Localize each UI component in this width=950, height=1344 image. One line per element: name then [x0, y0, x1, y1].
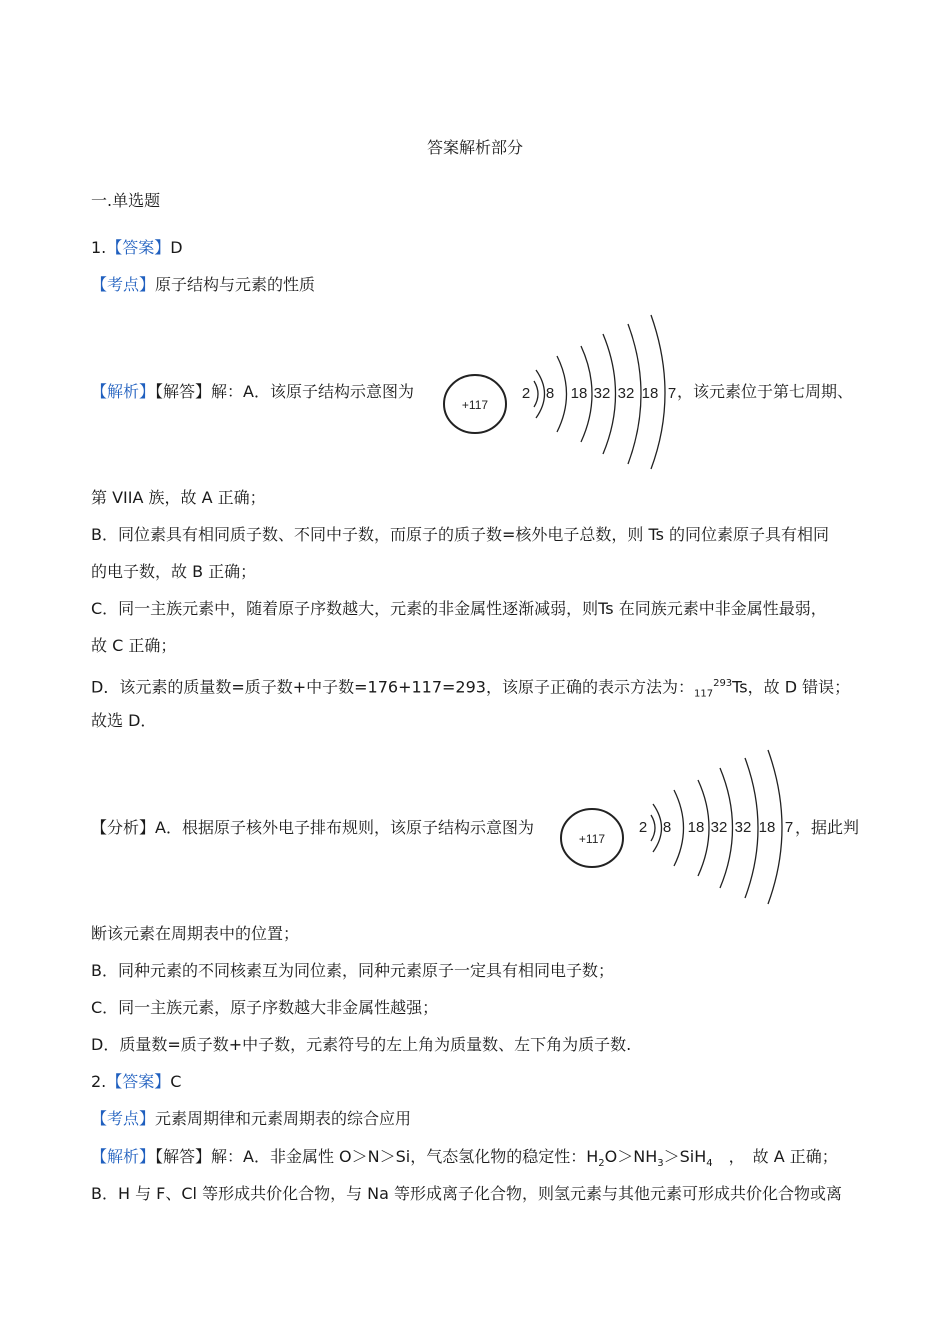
page-title: 答案解析部分 [426, 138, 523, 157]
shell-count-3: 18 [570, 385, 588, 402]
shell-count-7: 7 [784, 819, 794, 836]
shell-arc-2 [653, 804, 662, 852]
q1-jieda-a-post: ，该元素位于第七周期、 [677, 382, 854, 401]
q1-line-d1-post: ，故 D 错误； [747, 677, 851, 697]
q1-fenxi-a-line [91, 817, 534, 839]
q1-answer: D [170, 238, 183, 257]
q1-fenxi-a-pre: A．根据原子核外电子排布规则，该原子结构示意图为 [155, 818, 534, 837]
q2-line-b: B．H 与 F、Cl 等形成共价化合物，与 Na 等形成离子化合物，则氢元素与其他元素可形成共价化合物或离 [91, 1184, 843, 1203]
fenxi-tag: 【分析】 [91, 818, 156, 837]
q1-line-d1-pre: D．该元素的质量数=质子数+中子数=176+117=293，该原子正确的表示方法为： [91, 677, 694, 697]
q1-fenxi-c: C．同一主族元素，原子序数越大非金属性越强； [91, 998, 439, 1017]
q1-line-a2: 第 VIIA 族，故 A 正确； [91, 488, 266, 507]
q1-line-d1 [91, 673, 850, 706]
nuclide-proton-number: 117 [693, 688, 714, 700]
kaodian-tag: 【考点】 [91, 275, 156, 294]
nuclide-mass-number: 293 [713, 678, 733, 689]
q1-line-b1: B．同位素具有相同质子数、不同中子数，而原子的质子数=核外电子总数，则 Ts 的同位素原子具有相同 [91, 525, 830, 544]
q2-answer: C [170, 1072, 182, 1091]
shell-count-4: 32 [593, 385, 611, 402]
answer-tag: 【答案】 [106, 238, 171, 257]
shell-count-4: 32 [710, 819, 728, 836]
section-heading: 一.单选题 [91, 191, 161, 210]
q1-fenxi-a-post: ，据此判 [795, 818, 860, 837]
q2-jieda-a-post: ， 故 A 正确； [712, 1147, 838, 1166]
q1-jiexi-a-line [91, 381, 414, 403]
nucleus-charge: +117 [578, 832, 606, 846]
q2-number: 2. [91, 1072, 107, 1091]
shell-count-6: 18 [641, 385, 659, 402]
shell-count-5: 32 [734, 819, 752, 836]
answer-tag: 【答案】 [106, 1072, 171, 1091]
nuclide-symbol: Ts [732, 677, 748, 697]
shell-count-1: 2 [521, 385, 531, 402]
q1-number: 1. [91, 238, 107, 257]
sih4-subscript: 4 [706, 1158, 713, 1170]
shell-count-7: 7 [667, 385, 677, 402]
q1-fenxi-b: B．同种元素的不同核素互为同位素，同种元素原子一定具有相同电子数； [91, 961, 614, 980]
atom-structure-diagram-1 [440, 312, 680, 476]
q2-answer-line [91, 1071, 181, 1093]
shell-arc-3 [674, 790, 684, 866]
q1-jieda-a-pre: 【解答】解：A．该原子结构示意图为 [155, 382, 414, 401]
shell-arc-3 [557, 356, 567, 432]
shell-count-1: 2 [638, 819, 648, 836]
q2-kaodian-line [91, 1108, 411, 1130]
kaodian-tag: 【考点】 [91, 1109, 156, 1128]
nh3-subscript: 3 [657, 1158, 664, 1170]
q2-jieda-a-pre: 【解答】解：A．非金属性 O＞N＞Si，气态氢化物的稳定性：H [155, 1147, 599, 1166]
shell-arc-1 [651, 815, 655, 841]
q1-fenxi-a2: 断该元素在周期表中的位置； [91, 924, 300, 943]
q1-kaodian: 原子结构与元素的性质 [155, 275, 316, 294]
q1-line-c2: 故 C 正确； [91, 636, 177, 655]
q2-mid1: O＞NH [604, 1147, 658, 1166]
q1-line-b2: 的电子数，故 B 正确； [91, 562, 257, 581]
shell-count-2: 8 [662, 819, 672, 836]
q1-fenxi-d: D．质量数=质子数+中子数，元素符号的左上角为质量数、左下角为质子数. [91, 1035, 632, 1054]
atom-structure-diagram-2 [557, 748, 797, 912]
h2o-subscript: 2 [598, 1158, 605, 1170]
shell-count-6: 18 [758, 819, 776, 836]
q1-answer-line [91, 237, 183, 259]
q2-jiexi-a-line [91, 1146, 838, 1175]
shell-count-2: 8 [545, 385, 555, 402]
q1-line-e: 故选 D． [91, 711, 157, 730]
jiexi-tag: 【解析】 [91, 382, 156, 401]
nucleus-charge: +117 [461, 398, 489, 412]
shell-count-5: 32 [617, 385, 635, 402]
q2-kaodian: 元素周期律和元素周期表的综合应用 [155, 1109, 412, 1128]
q1-kaodian-line [91, 274, 315, 296]
jiexi-tag: 【解析】 [91, 1147, 156, 1166]
q2-mid2: ＞SiH [663, 1147, 707, 1166]
q1-line-c1: C．同一主族元素中，随着原子序数越大，元素的非金属性逐渐减弱，则Ts 在同族元素中非金属性最弱， [91, 599, 827, 618]
shell-arc-2 [536, 370, 545, 418]
shell-count-3: 18 [687, 819, 705, 836]
shell-arc-1 [534, 381, 538, 407]
